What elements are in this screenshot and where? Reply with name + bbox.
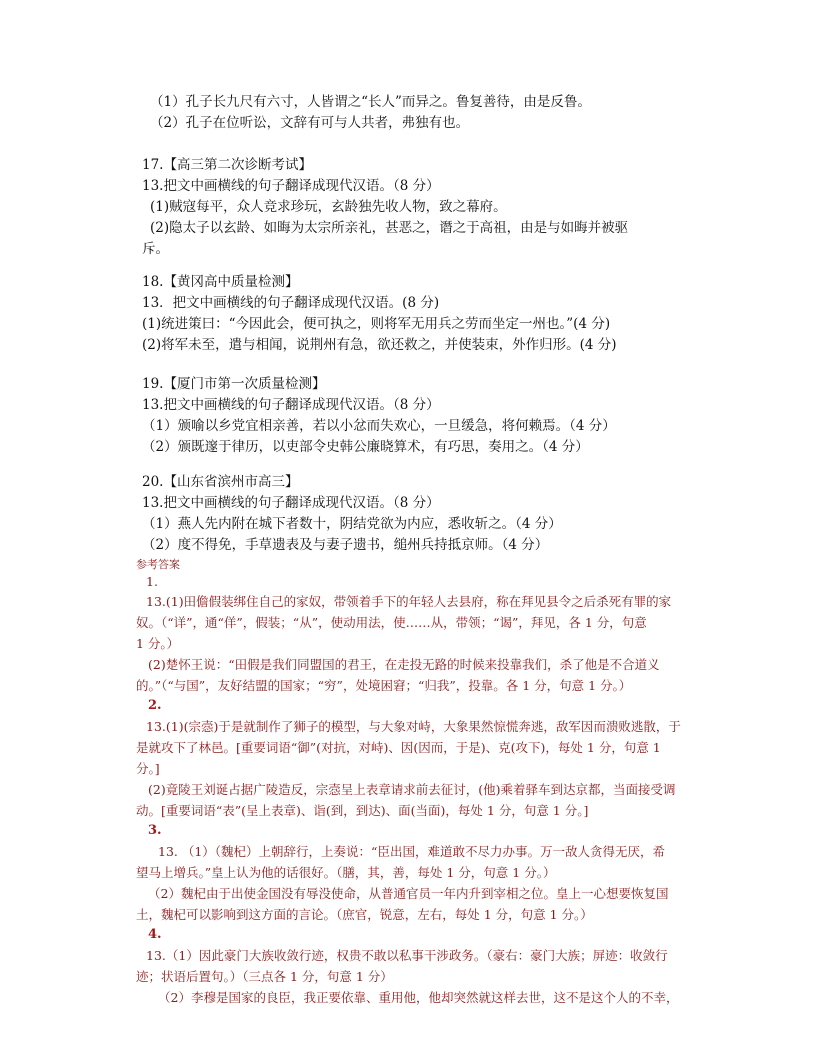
q20-prompt: 13.把文中画横线的句子翻译成现代汉语。（8 分） xyxy=(142,495,440,511)
q19-sentence-1: （1）颁喻以乡党宜相亲善，若以小忿而失欢心，一旦缓急，将何赖焉。（4 分） xyxy=(142,418,616,434)
answer-2-part-1: 13.(1)(宗悫)于是就制作了狮子的模型，与大象对峙，大象果然惊慌奔逃，敌军因而溃败逃散，于 xyxy=(146,719,681,734)
answer-3-number: 3. xyxy=(148,823,162,838)
q17-sentence-2-cont: 斥。 xyxy=(142,241,169,257)
q16-sentence-1: （1）孔子长九尺有六寸，人皆谓之“长人”而异之。鲁复善待，由是反鲁。 xyxy=(150,94,591,110)
answer-4-part-1: 13.（1）因此豪门大族收敛行迹，权贵不敢以私事干涉政务。（豪右：豪门大族；屏迹：收敛行 xyxy=(146,948,668,963)
answer-3-part-2: （2）魏杞由于出使金国没有辱没使命，从普通官员一年内升到宰相之位。皇上一心想要恢复国 xyxy=(148,886,669,901)
answers-title: 参考答案 xyxy=(136,558,180,571)
answer-1-part-2-cont: 的。”（“与国”，友好结盟的国家；“穷”，处境困窘；“归我”，投靠。各 1 分，句意 1 分。） xyxy=(136,678,632,693)
q18-sentence-2: (2)将军未至，遣与相闻，说荆州有急，欲还救之，并使装束，外作归形。(4 分) xyxy=(142,337,617,353)
question-19-block xyxy=(142,374,682,458)
answer-2-part-2: (2)竟陵王刘诞占据广陵造反，宗悫呈上表章请求前去征讨，(他)乘着驿车到达京都，当面接受调 xyxy=(148,782,676,797)
answer-1-part-1-cont: 奴。（“详”，通“佯”，假装；“从”，使动用法，使……从，带领；“谒”，拜见，各 1 分，句意 xyxy=(136,615,647,630)
q17-heading: 17.【高三第二次诊断考试】 xyxy=(142,157,312,173)
answer-4-part-2: （2）李穆是国家的良臣，我正要依靠、重用他，他却突然就这样去世，这不是这个人的不幸， xyxy=(158,990,679,1005)
q19-sentence-2: （2）颁既邃于律历，以吏部令史韩公廉晓算术，有巧思，奏用之。（4 分） xyxy=(142,439,589,455)
q18-prompt: 13．把文中画横线的句子翻译成现代汉语。(8 分) xyxy=(142,295,440,311)
answer-3-part-1: 13. （1）（魏杞）上朝辞行，上奏说：“臣出国，难道敢不尽力办事。万一敌人贪得无厌，希 xyxy=(158,844,665,859)
q20-heading: 20.【山东省滨州市高三】 xyxy=(142,474,299,490)
question-18-block xyxy=(142,272,682,356)
answer-3-part-1-cont: 望马上增兵。”皇上认为他的话很好。（膳，其，善，每处 1 分，句意 1 分。） xyxy=(136,865,556,880)
answer-section xyxy=(136,557,696,1008)
q20-sentence-2: （2）度不得免，手草遗表及与妻子遗书，缒州兵持抵京师。（4 分） xyxy=(142,537,549,553)
answer-1-number: 1. xyxy=(146,574,158,589)
answer-3-part-2-cont: 土，魏杞可以影响到这方面的言论。（庶官，锐意，左右，每处 1 分，句意 1 分。） xyxy=(136,907,593,922)
answer-1-part-2: (2)楚怀王说：“田假是我们同盟国的君王，在走投无路的时候来投靠我们，杀了他是不合道义 xyxy=(148,657,660,672)
q17-sentence-1: (1)贼寇每平，众人竞求珍玩，玄龄独先收人物，致之幕府。 xyxy=(150,199,507,215)
answer-2-part-2-cont: 动。[重要词语“表”(呈上表章)、诣(到，到达)、面(当面)，每处 1 分，句意 1 分。] xyxy=(136,803,589,818)
q16-sentence-2: （2）孔子在位听讼，文辞有可与人共者，弗独有也。 xyxy=(150,115,470,131)
question-17-block xyxy=(142,155,682,260)
answer-4-part-1-cont: 迹；状语后置句。）（三点各 1 分，句意 1 分） xyxy=(136,969,393,984)
answer-1-part-1-end: 1 分。） xyxy=(136,636,180,651)
answer-2-part-1-cont: 是就攻下了林邑。[重要词语“御”(对抗，对峙)、因(因而，于是)、克(攻下)，每处 1 分，句意 1 xyxy=(136,740,661,755)
q20-sentence-1: （1）燕人先内附在城下者数十，阴结党欲为内应，悉收斩之。（4 分） xyxy=(142,516,562,532)
q19-heading: 19.【厦门市第一次质量检测】 xyxy=(142,376,326,392)
answer-2-number: 2. xyxy=(148,698,162,713)
question-20-block xyxy=(142,472,682,556)
q19-prompt: 13.把文中画横线的句子翻译成现代汉语。（8 分） xyxy=(142,397,440,413)
answer-2-part-1-end: 分。] xyxy=(136,761,160,776)
q18-sentence-1: (1)统进策曰：“今因此会，便可执之，则将军无用兵之劳而坐定一州也。”(4 分) xyxy=(142,316,611,332)
q17-sentence-2: (2)隐太子以玄龄、如晦为太宗所亲礼，甚恶之，谮之于高祖，由是与如晦并被驱 xyxy=(150,220,629,236)
answer-1-part-1: 13.(1)田儋假装绑住自己的家奴，带领着手下的年轻人去县府，称在拜见县令之后杀死有罪的家 xyxy=(146,594,672,609)
q17-prompt: 13.把文中画横线的句子翻译成现代汉语。（8 分） xyxy=(142,178,440,194)
question-16-block xyxy=(142,92,682,134)
q18-heading: 18.【黄冈高中质量检测】 xyxy=(142,274,299,290)
answer-4-number: 4. xyxy=(148,927,162,942)
